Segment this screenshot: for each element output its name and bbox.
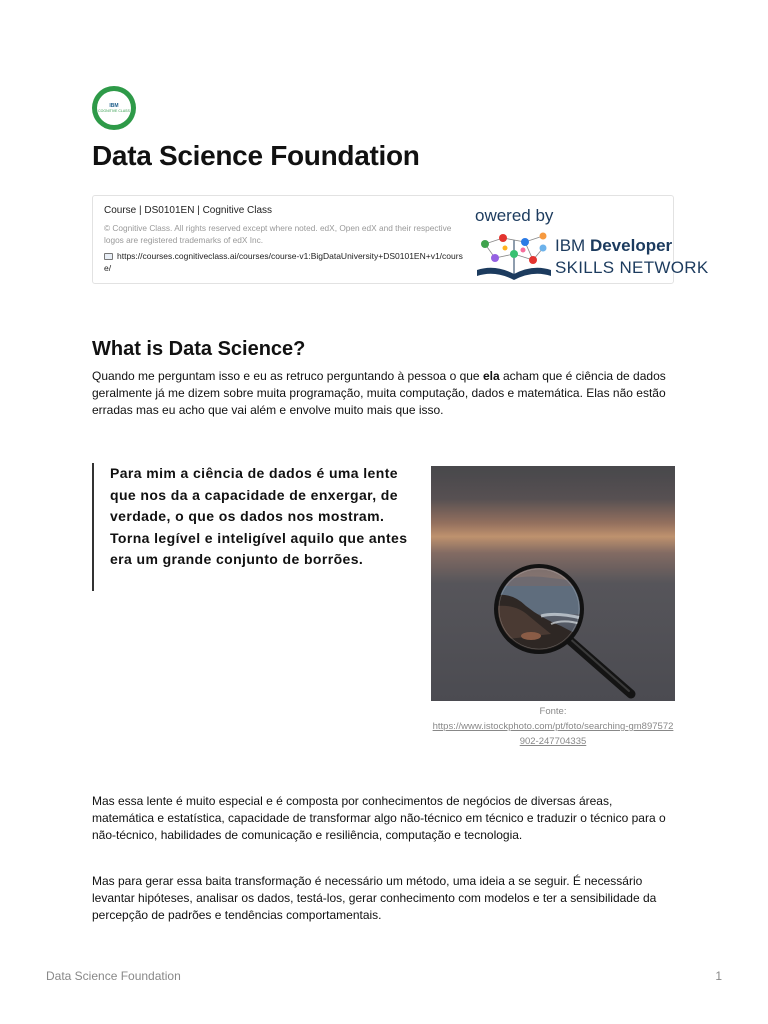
- card-description: © Cognitive Class. All rights reserved except where noted. edX, Open edX and their respective logos are registered trademarks of edX Inc.: [104, 223, 452, 245]
- card-url[interactable]: [104, 250, 464, 274]
- caption-source-link[interactable]: https://www.istockphoto.com/pt/foto/searching-gm897572902-247704335: [432, 721, 674, 747]
- logo-text: IBM: [109, 103, 119, 109]
- banner-brand-sub: SKILLS NETWORK: [555, 258, 709, 277]
- logo-badge: [97, 91, 131, 125]
- card-title: Course | DS0101EN | Cognitive Class: [104, 205, 273, 216]
- link-icon: [104, 253, 113, 260]
- lens-paragraph: Mas essa lente é muito especial e é composta por conhecimentos de negócios de diversas áreas, matemática e estatística, capacidade de transformar algo não-técnico em técnico e traduzir o técnico para o não-técnico, habilidades de comunicação e resiliência, computação e tecnologia.: [92, 794, 666, 842]
- magnifying-glass-photo: [431, 466, 675, 701]
- banner-powered-by: owered by: [475, 206, 554, 225]
- caption-label: Fonte:: [539, 706, 567, 717]
- quote-text: Para mim a ciência de dados é uma lente que nos da a capacidade de enxergar, de verdade, o que os dados nos mostram. Torna legível e inteligível aquilo que antes era um grande conjunto de borrões.: [110, 465, 408, 567]
- course-link-card[interactable]: [92, 195, 709, 284]
- network-book-icon: [475, 230, 553, 280]
- method-paragraph: Mas para gerar essa baita transformação é necessário um método, uma ideia a se seguir. É necessário levantar hipóteses, analisar os dados, testá-los, gerar conhecimento com modelos e ter a sensibilidade da percepção de padrões e tendências comportamentais.: [92, 874, 657, 922]
- page-number: 1: [715, 969, 722, 983]
- card-banner-image: [475, 204, 709, 284]
- section-heading: What is Data Science?: [92, 338, 306, 360]
- cognitive-class-logo: [92, 86, 136, 130]
- footer-title: Data Science Foundation: [46, 969, 181, 983]
- logo-ring-text: COGNITIVE CLASS: [98, 109, 130, 113]
- pull-quote: [92, 463, 410, 591]
- image-caption: [431, 704, 675, 749]
- card-url-text[interactable]: https://courses.cognitiveclass.ai/courses/course-v1:BigDataUniversity+DS0101EN+v1/course/: [104, 251, 463, 273]
- banner-brand: IBM Developer: [555, 236, 673, 255]
- intro-paragraph: Quando me perguntam isso e eu as retruco perguntando à pessoa o que ela acham que é ciência de dados geralmente já me dizem sobre muita programação, muita computação, dados e matemática. Elas não estão erradas mas eu acho que vai além e envolve muito mais que isso.: [92, 369, 666, 417]
- page-title: Data Science Foundation: [92, 140, 420, 171]
